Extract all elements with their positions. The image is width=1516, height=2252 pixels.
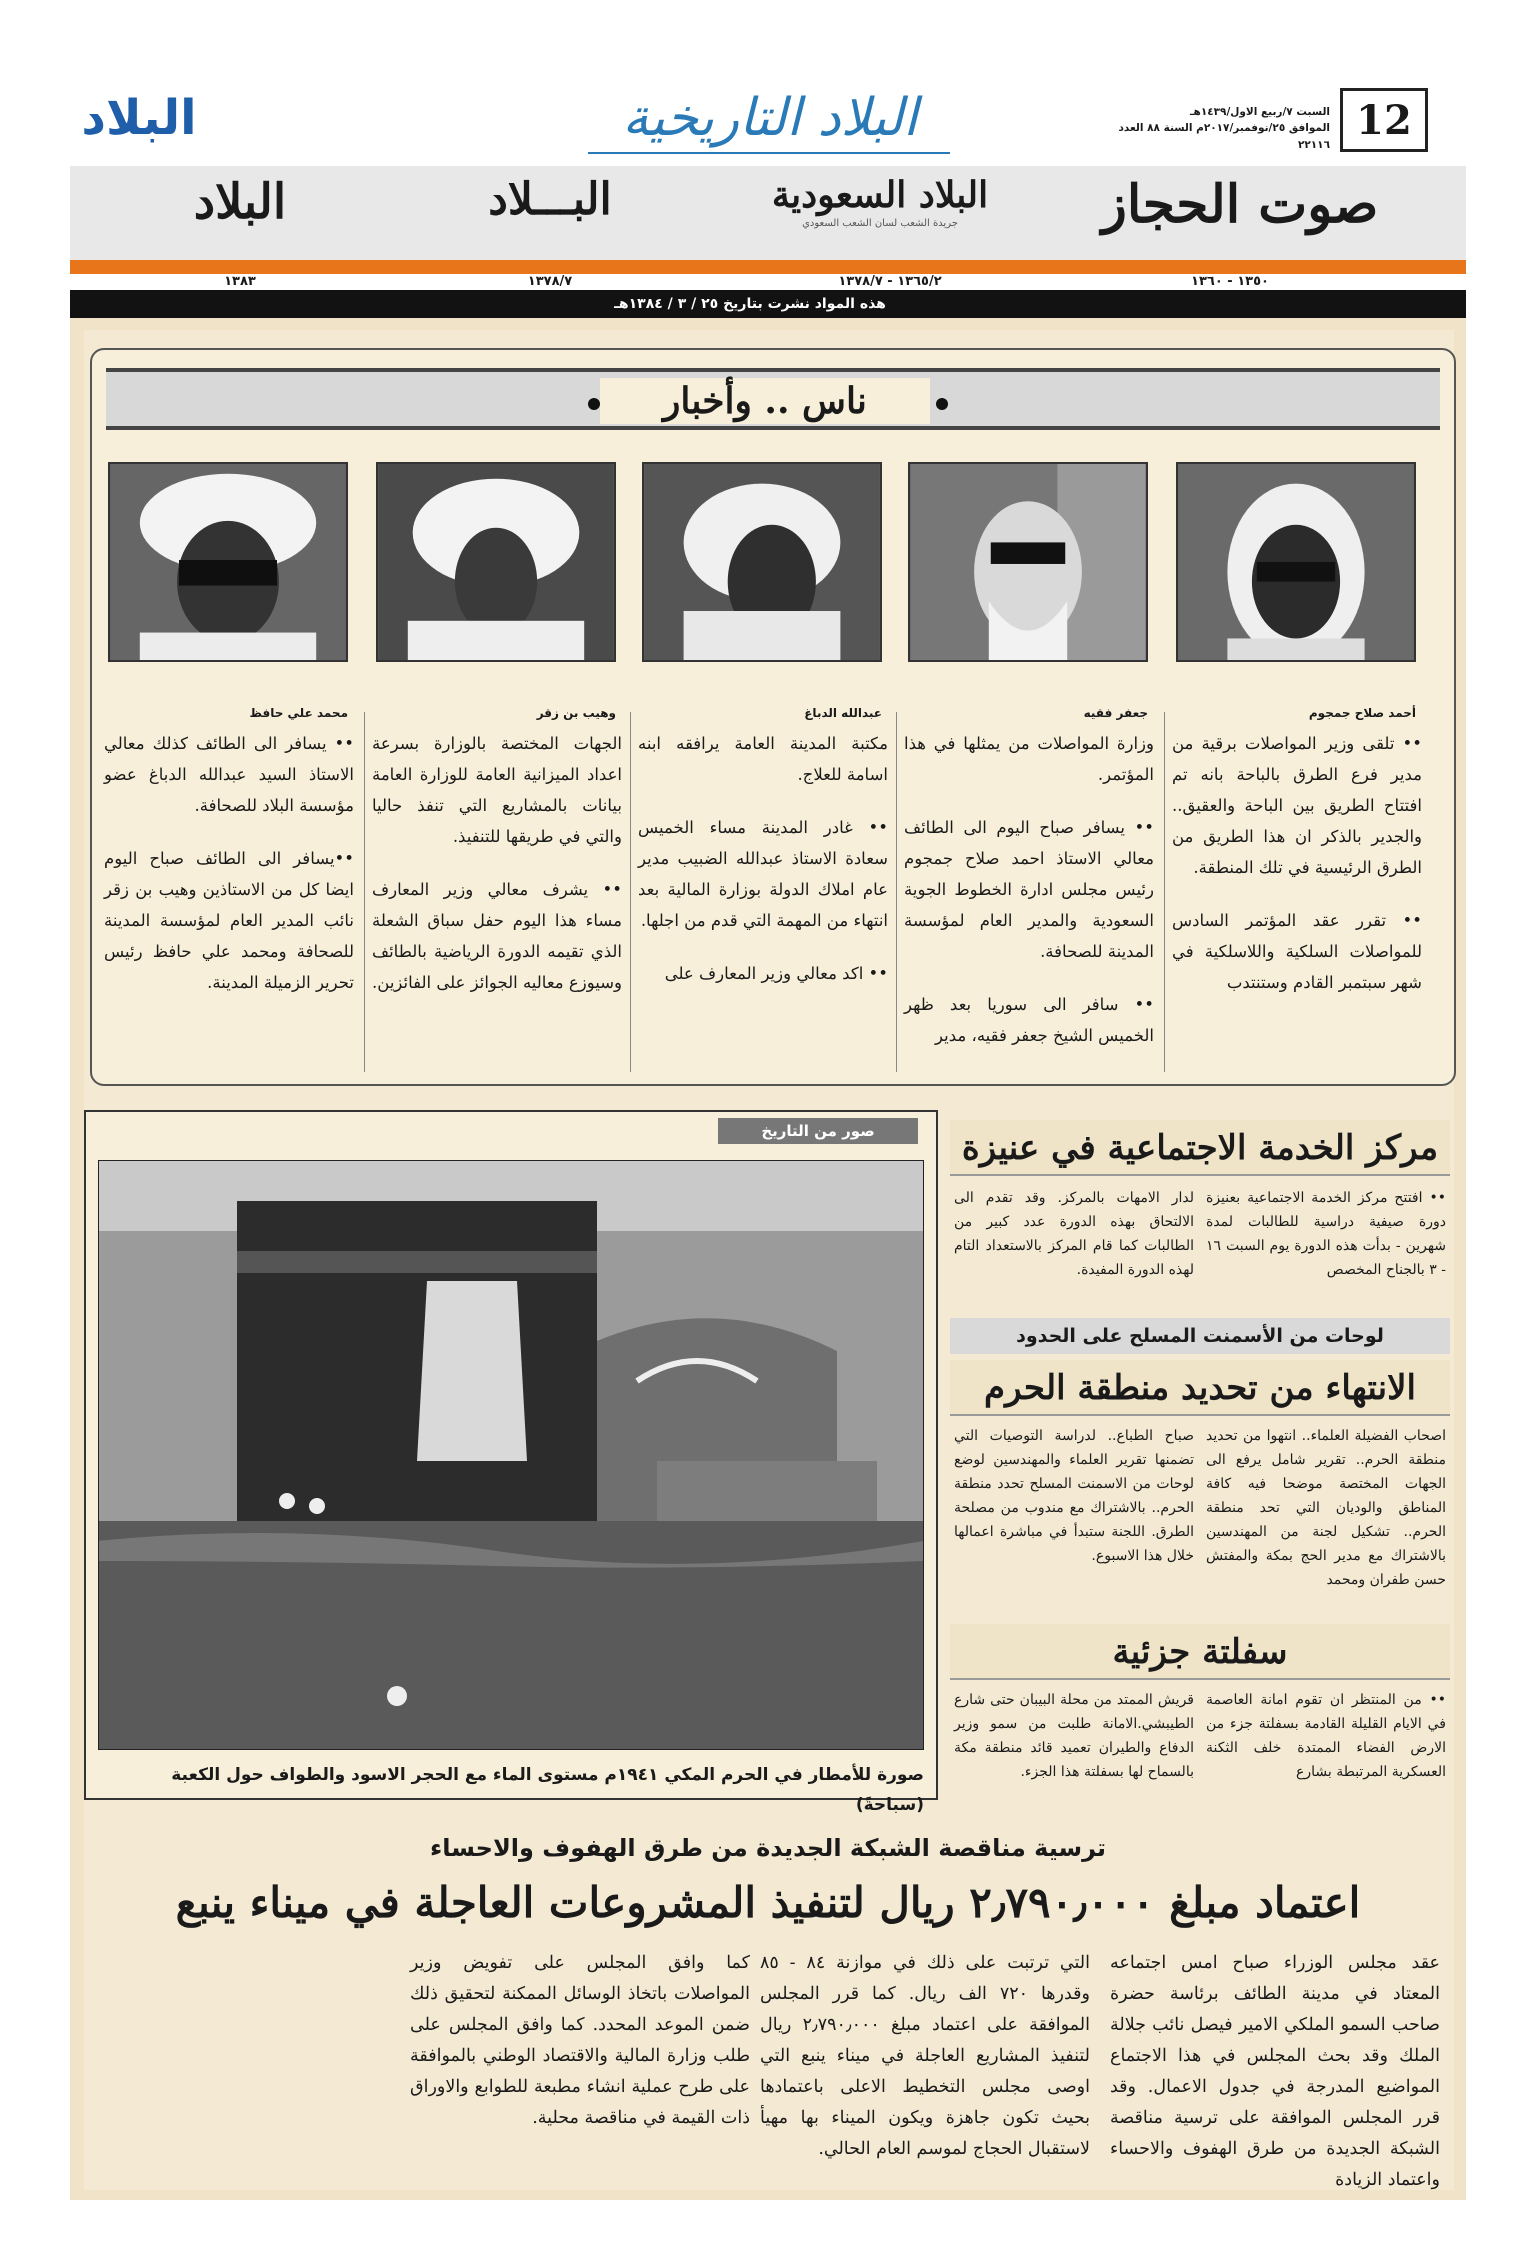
news-column bbox=[638, 728, 888, 1011]
masthead-years: ١٣٧٨/٧ bbox=[527, 274, 573, 289]
asphalt-title: سفلتة جزئية bbox=[950, 1624, 1450, 1680]
story-column: •• افتتح مركز الخدمة الاجتماعية بعنيزة دورة صيفية دراسية للطالبات لمدة شهرين - بدأت هذه الدورة يوم السبت ١٦ - ٣ بالجناح المخصص bbox=[1206, 1190, 1446, 1278]
news-item: •• يسافر صباح اليوم الى الطائف معالي الاستاذ احمد صلاح جمجوم رئيس مجلس ادارة الخطوط الجوية السعودية والمدير العام لمؤسسة المدينة للصحافة. bbox=[904, 818, 1154, 961]
news-item: مكتبة المدينة العامة يرافقه ابنه اسامة للعلاج. bbox=[638, 734, 888, 784]
portrait-photo bbox=[108, 462, 348, 662]
page-number: 12 bbox=[1340, 88, 1428, 152]
history-photo-label: صور من التاريخ bbox=[718, 1118, 918, 1144]
portrait-caption: أحمد صلاح جمجوم bbox=[1308, 706, 1416, 720]
news-item: الجهات المختصة بالوزارة بسرعة اعداد الميزانية العامة للوزارة العامة بيانات بالمشاريع التي تنفذ حاليا والتي في طريقها للتنفيذ. bbox=[372, 734, 622, 846]
supplement-title: البلاد التاريخية bbox=[622, 88, 918, 148]
news-column bbox=[104, 728, 354, 1020]
news-item: •• غادر المدينة مساء الخميس سعادة الاستاذ عبدالله الضبيب مدير عام املاك الدولة بوزارة المالية بعد انتهاء من المهمة التي قدم من اجلها. bbox=[638, 818, 888, 930]
news-item: •• سافر الى سوريا بعد ظهر الخميس الشيخ جعفر فقيه، مدير bbox=[904, 995, 1154, 1045]
publication-note: هذه المواد نشرت بتاريخ ٢٥ / ٣ / ١٣٨٤هـ bbox=[614, 296, 886, 312]
issue-date bbox=[1090, 104, 1330, 153]
date-hijri: السبت ٧/ربيع الاول/١٤٣٩هـ bbox=[1189, 106, 1330, 118]
article-column: كما وافق المجلس على تفويض وزير المواصلات باتخاذ الوسائل الممكنة لتحقيق ذلك ضمن الموعد المحدد. كما وافق المجلس على طلب وزارة المالية والاقتصاد الوطني بالموافقة على طرح عملية انشاء مطبعة للطوابع والاوراق ذات القيمة في مناقصة محلية. bbox=[410, 1953, 750, 2128]
masthead-name: البلاد bbox=[193, 174, 287, 230]
haram-kicker: لوحات من الأسمنت المسلح على الحدود bbox=[950, 1318, 1450, 1354]
article-subtitle: ترسية مناقصة الشبكة الجديدة من طرق الهفوف والاحساء bbox=[429, 1834, 1107, 1862]
title-underline bbox=[588, 152, 950, 154]
masthead-years: ١٣٥٠ - ١٣٦٠ bbox=[1191, 274, 1269, 289]
kaaba-flood-photo bbox=[98, 1160, 924, 1750]
masthead-albilad-alsaudia bbox=[730, 174, 1030, 250]
column-divider bbox=[896, 712, 897, 1072]
article-headline: اعتماد مبلغ ٢٫٧٩٠٫٠٠٠ ريال لتنفيذ المشروعات العاجلة في ميناء ينبع bbox=[175, 1878, 1361, 1927]
portrait-caption: جعفر فقيه bbox=[1083, 706, 1148, 720]
portrait-caption: وهيب بن زقر bbox=[536, 706, 616, 720]
date-gregorian: الموافق ٢٥/نوفمبر/٢٠١٧م السنة ٨٨ العدد ٢٢١١٦ bbox=[1118, 122, 1330, 151]
masthead-years: ١٣٨٣ bbox=[224, 274, 256, 289]
masthead-tagline: جريدة الشعب لسان الشعب السعودي bbox=[802, 218, 958, 229]
section-title: ناس .. وأخبار bbox=[600, 378, 930, 424]
story-column: لدار الامهات بالمركز. وقد تقدم الى الالتحاق بهذه الدورة عدد كبير من الطالبات كما قام المركز بالاستعداد التام لهذه الدورة المفيدة. bbox=[954, 1190, 1194, 1278]
article-column: عقد مجلس الوزراء صباح امس اجتماعه المعتاد في مدينة الطائف برئاسة حضرة صاحب السمو الملكي الامير فيصل نائب جلالة الملك وقد بحث المجلس في هذا الاجتماع المواضيع المدرجة في جدول الاعمال. وقد قرر المجلس الموافقة على ترسية مناقصة الشبكة الجديدة من طرق الهفوف والاحساء واعتماد الزيادة bbox=[1110, 1953, 1440, 2190]
column-divider bbox=[1164, 712, 1165, 1072]
portrait-caption: محمد علي حافظ bbox=[249, 706, 348, 720]
masthead-sawt-alhijaz bbox=[1050, 174, 1430, 250]
story-column: اصحاب الفضيلة العلماء.. انتهوا من تحديد منطقة الحرم.. تقرير شامل يرفع الى الجهات المختصة موضحا فيه كافة المناطق والوديان التي تحد منطقة الحرم.. تشكيل لجنة من المهندسين بالاشتراك مع مدير الحج بمكة والمفتش حسن طفران ومحمد bbox=[1206, 1428, 1446, 1588]
portrait-photo bbox=[376, 462, 616, 662]
years-bar bbox=[70, 260, 1466, 274]
history-photo-caption: صورة للأمطار في الحرم المكي ١٩٤١م مستوى الماء مع الحجر الاسود والطواف حول الكعبة (سباحةً) bbox=[171, 1765, 924, 1815]
masthead-albilad-1378 bbox=[420, 174, 680, 250]
story-column: •• من المنتظر ان تقوم امانة العاصمة في الايام القليلة القادمة بسفلتة جزء من الارض الفضاء الممتدة خلف الثكنة العسكرية المرتبطة بشارع bbox=[1206, 1692, 1446, 1780]
news-item: •• اكد معالي وزير المعارف على bbox=[664, 964, 888, 983]
masthead-years: ١٣٦٥/٢ - ١٣٧٨/٧ bbox=[838, 274, 942, 289]
bullet-dot bbox=[936, 398, 948, 410]
news-item: •• تقرر عقد المؤتمر السادس للمواصلات السلكية واللاسلكية في شهر سبتمبر القادم وستنتدب bbox=[1172, 911, 1422, 992]
al-bilad-logo[interactable]: البلاد bbox=[81, 90, 197, 146]
news-column bbox=[904, 728, 1154, 1073]
social-center-title: مركز الخدمة الاجتماعية في عنيزة bbox=[950, 1120, 1450, 1176]
article-column: التي ترتبت على ذلك في موازنة ٨٤ - ٨٥ وقدرها ٧٢٠ الف ريال. كما قرر المجلس الموافقة على اعتماد مبلغ ٢٫٧٩٠٫٠٠٠ ريال لتنفيذ المشاريع العاجلة في ميناء ينبع التي اوصى مجلس التخطيط الاعلى باعتمادها بحيث تكون جاهزة ويكون الميناء بها مهيأ لاستقبال الحجاج لموسم العام الحالي. bbox=[760, 1953, 1090, 2159]
news-column bbox=[1172, 728, 1422, 1020]
bullet-dot bbox=[588, 398, 600, 410]
story-column: صباح الطباع.. لدراسة التوصيات التي تضمنها تقرير العلماء والمهندسين لوضع لوحات من الاسمنت المسلح تحدد منطقة الحرم.. بالاشتراك مع مندوب من مصلحة الطرق. اللجنة ستبدأ في مباشرة اعمالها خلال هذا الاسبوع. bbox=[954, 1428, 1194, 1564]
news-item: ••يسافر الى الطائف صباح اليوم ايضا كل من الاستاذين وهيب بن زقر نائب المدير العام لمؤسسة المدينة للصحافة ومحمد علي حافظ رئيس تحرير الزميلة المدينة. bbox=[104, 849, 354, 992]
news-item: •• تلقى وزير المواصلات برقية من مدير فرع الطرق بالباحة بانه تم افتتاح الطريق بين الباحة والعقيق.. والجدير بالذكر ان هذا الطريق من الطرق الرئيسية في تلك المنطقة. bbox=[1172, 734, 1422, 877]
haram-title: الانتهاء من تحديد منطقة الحرم bbox=[950, 1360, 1450, 1416]
portrait-caption: عبدالله الدباغ bbox=[804, 706, 882, 720]
story-column: قريش الممتد من محلة البيبان حتى شارع الطيبشي.الامانة طلبت من سمو وزير الدفاع والطيران تعميد قائد منطقة مكة بالسماح لها بسفلتة هذا الجزء. bbox=[954, 1692, 1194, 1780]
masthead-name: البلاد السعودية bbox=[771, 174, 989, 216]
column-divider bbox=[364, 712, 365, 1072]
news-item: •• يشرف معالي وزير المعارف مساء هذا اليوم حفل سباق الشعلة الذي تقيمه الدورة الرياضية بالطائف وسيوزع معاليه الجوائز على الفائزين. bbox=[372, 880, 622, 992]
news-item: •• يسافر الى الطائف كذلك معالي الاستاذ السيد عبدالله الدباغ عضو مؤسسة البلاد للصحافة. bbox=[104, 734, 354, 815]
masthead-name: البـــلاد bbox=[488, 174, 612, 225]
masthead-name: صوت الحجاز bbox=[1101, 174, 1379, 235]
portrait-photo bbox=[908, 462, 1148, 662]
column-divider bbox=[630, 712, 631, 1072]
news-column bbox=[372, 728, 622, 1020]
news-item: وزارة المواصلات من يمثلها في هذا المؤتمر. bbox=[904, 734, 1154, 784]
portrait-photo bbox=[1176, 462, 1416, 662]
portrait-photo bbox=[642, 462, 882, 662]
masthead-albilad-1383 bbox=[90, 174, 390, 250]
